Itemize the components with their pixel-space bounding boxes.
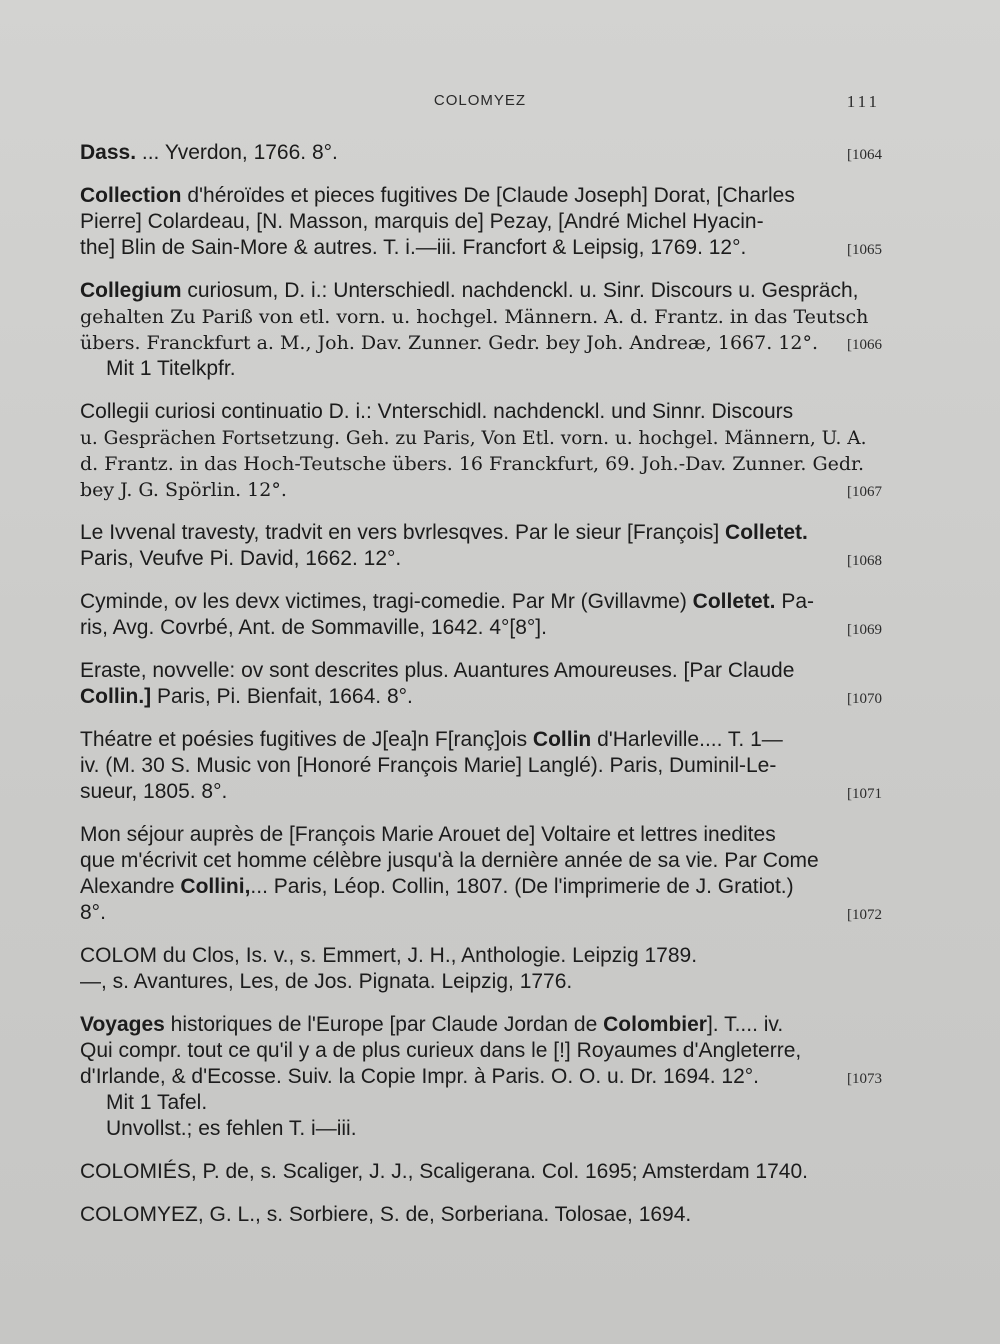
bibliography-entry: [80, 589, 882, 641]
entry-line-text: [80, 278, 858, 304]
entry-number: [1072: [847, 907, 882, 923]
entry-text: Mit 1 Tafel.: [106, 1091, 208, 1114]
entry-line: [80, 399, 882, 425]
entry-line: [80, 1116, 882, 1142]
entry-line-text: [80, 140, 338, 166]
entry-text: 8°.: [80, 901, 106, 924]
entry-heading: Voyages: [80, 1013, 165, 1036]
entry-text: Qui compr. tout ce qu'il y a de plus curieux dans le [!] Royaumes d'Angleterre,: [80, 1039, 802, 1062]
entry-line-text: [80, 1012, 783, 1038]
entry-text: historiques de l'Europe [par Claude Jordan de: [164, 1013, 604, 1036]
bibliography-entry: [80, 399, 882, 503]
bibliography-entry: [80, 727, 882, 805]
entry-line-text: [80, 235, 746, 261]
entry-text: gehalten Zu Pariß von etl. vorn. u. hochgel. Männern. A. d. Frantz. in das Teutsch: [80, 306, 869, 328]
bibliography-entry: [80, 140, 882, 166]
entry-line: [80, 330, 882, 356]
author-name: Colombier: [603, 1013, 707, 1036]
entry-text-tail: ... Paris, Léop. Collin, 1807. (De l'imprimerie de J. Gratiot.): [250, 875, 794, 898]
entry-line-text: [80, 969, 572, 995]
entry-text: Paris, Pi. Bienfait, 1664. 8°.: [151, 685, 413, 708]
entry-line: [80, 1064, 882, 1090]
bibliography-entry: [80, 658, 882, 710]
author-name: Collini,: [180, 875, 251, 898]
entry-text: COLOMYEZ, G. L., s. Sorbiere, S. de, Sorberiana. Tolosae, 1694.: [80, 1203, 692, 1226]
author-name: Colletet.: [725, 521, 808, 544]
entry-text-tail: Pa-: [775, 590, 815, 613]
entry-line: [80, 356, 882, 382]
bibliography-entries: [80, 140, 882, 1245]
entry-line: [80, 140, 882, 166]
entry-line: [80, 779, 882, 805]
entry-text: bey J. G. Spörlin. 12°.: [80, 479, 287, 501]
entry-line: [80, 1038, 882, 1064]
bibliography-entry: [80, 1202, 882, 1228]
entry-line: [80, 451, 882, 477]
entry-line-text: [80, 451, 864, 477]
entry-text: Mon séjour auprès de [François Marie Arouet de] Voltaire et lettres inedites: [80, 823, 776, 846]
entry-text: curiosum, D. i.: Unterschiedl. nachdenckl. u. Sinr. Discours u. Gespräch,: [181, 279, 859, 302]
entry-line: [80, 753, 882, 779]
entry-heading: Dass.: [80, 141, 137, 164]
entry-line-text: [80, 399, 793, 425]
entry-text: übers. Franckfurt a. M., Joh. Dav. Zunner. Gedr. bey Joh. Andreæ, 1667. 12°.: [80, 332, 819, 354]
entry-text: Unvollst.; es fehlen T. i—iii.: [106, 1117, 357, 1140]
entry-line-text: [80, 1202, 691, 1228]
entry-line-text: [80, 658, 794, 684]
entry-text: COLOMIÉS, P. de, s. Scaliger, J. J., Scaligerana. Col. 1695; Amsterdam 1740.: [80, 1160, 808, 1183]
entry-text: Pierre] Colardeau, [N. Masson, marquis de] Pezay, [André Michel Hyacin-: [80, 210, 764, 233]
entry-line: [80, 822, 882, 848]
entry-text: sueur, 1805. 8°.: [80, 780, 228, 803]
entry-line-text: [80, 615, 547, 641]
entry-text: ris, Avg. Covrbé, Ant. de Sommaville, 1642. 4°[8°].: [80, 616, 547, 639]
running-title: COLOMYEZ: [433, 92, 527, 109]
entry-line: [80, 615, 882, 641]
entry-line-text: [80, 1064, 759, 1090]
entry-text: Théatre et poésies fugitives de J[ea]n F[ranç]ois: [80, 728, 533, 751]
entry-line-text: [80, 546, 401, 572]
entry-line-text: [80, 943, 697, 969]
entry-line: [80, 943, 882, 969]
entry-number: [1071: [847, 786, 882, 802]
entry-line-text: [80, 425, 867, 452]
entry-line-text: [80, 589, 814, 615]
entry-line-text: [106, 1090, 207, 1116]
bibliography-entry: [80, 183, 882, 261]
entry-line: [80, 874, 882, 900]
entry-line: [80, 1012, 882, 1038]
entry-line: [80, 848, 882, 874]
entry-line: [80, 520, 882, 546]
entry-line: [80, 1090, 882, 1116]
entry-number: [1066: [847, 337, 882, 353]
bibliography-entry: [80, 822, 882, 926]
entry-line-text: [80, 822, 776, 848]
entry-text: d'Irlande, & d'Ecosse. Suiv. la Copie Impr. à Paris. O. O. u. Dr. 1694. 12°.: [80, 1065, 760, 1088]
entry-line: [80, 900, 882, 926]
entry-line: [80, 477, 882, 503]
entry-line-text: [80, 779, 227, 805]
entry-line-text: [80, 684, 413, 710]
running-head: [80, 92, 880, 116]
entry-text: Alexandre: [80, 875, 181, 898]
entry-number: [1069: [847, 622, 882, 638]
entry-line-text: [80, 1038, 801, 1064]
entry-line: [80, 425, 882, 451]
entry-line: [80, 278, 882, 304]
bibliography-entry: [80, 1012, 882, 1142]
entry-line-text: [80, 900, 106, 926]
entry-number: [1065: [847, 242, 882, 258]
entry-text: u. Gesprächen Fortsetzung. Geh. zu Paris, Von Etl. vorn. u. hochgel. Männern, U. A.: [80, 428, 867, 449]
entry-line-text: [80, 183, 795, 209]
entry-line-text: [80, 477, 287, 503]
entry-text: COLOM du Clos, Is. v., s. Emmert, J. H., Anthologie. Leipzig 1789.: [80, 944, 698, 967]
entry-text: Cyminde, ov les devx victimes, tragi-comedie. Par Mr (Gvillavme): [80, 590, 693, 613]
entry-text: ... Yverdon, 1766. 8°.: [136, 141, 338, 164]
entry-line: [80, 684, 882, 710]
page-number: 111: [846, 92, 880, 111]
entry-line-text: [80, 520, 808, 546]
entry-text: the] Blin de Sain-More & autres. T. i.—iii. Francfort & Leipsig, 1769. 12°.: [80, 236, 747, 259]
entry-line-text: [80, 874, 794, 900]
entry-text: iv. (M. 30 S. Music von [Honoré François Marie] Langlé). Paris, Duminil-Le-: [80, 754, 777, 777]
entry-number: [1073: [847, 1071, 882, 1087]
entry-line-text: [106, 1116, 357, 1142]
entry-text-tail: d'Harleville.... T. 1—: [591, 728, 783, 751]
entry-line-text: [80, 1159, 808, 1185]
entry-text: que m'écrivit cet homme célèbre jusqu'à la dernière année de sa vie. Par Come: [80, 849, 819, 872]
entry-text: Paris, Veufve Pi. David, 1662. 12°.: [80, 547, 402, 570]
entry-line: [80, 304, 882, 330]
entry-line-text: [80, 330, 818, 356]
author-name: Colletet.: [692, 590, 776, 613]
entry-text: Le Ivvenal travesty, tradvit en vers bvrlesqves. Par le sieur [François]: [80, 521, 726, 544]
entry-line: [80, 1202, 882, 1228]
entry-line-text: [106, 356, 236, 382]
entry-line: [80, 727, 882, 753]
entry-line-text: [80, 848, 819, 874]
entry-text: Eraste, novvelle: ov sont descrites plus. Auantures Amoureuses. [Par Claude: [80, 659, 795, 682]
entry-number: [1070: [847, 691, 882, 707]
bibliography-entry: [80, 520, 882, 572]
bibliography-entry: [80, 1159, 882, 1185]
entry-text: —, s. Avantures, Les, de Jos. Pignata. Leipzig, 1776.: [80, 970, 573, 993]
entry-text: d. Frantz. in das Hoch-Teutsche übers. 16 Franckfurt, 69. Joh.-Dav. Zunner. Gedr.: [80, 453, 865, 475]
entry-line-text: [80, 304, 868, 330]
bibliography-entry: [80, 943, 882, 995]
entry-number: [1067: [847, 484, 882, 500]
bibliography-entry: [80, 278, 882, 382]
entry-heading: Collegium: [80, 279, 182, 302]
entry-line: [80, 969, 882, 995]
entry-text-tail: ]. T.... iv.: [706, 1013, 784, 1036]
entry-text: Mit 1 Titelkpfr.: [106, 357, 236, 380]
entry-line: [80, 183, 882, 209]
entry-heading: Collection: [80, 184, 182, 207]
entry-line: [80, 1159, 882, 1185]
entry-text: d'héroïdes et pieces fugitives De [Claude Joseph] Dorat, [Charles: [181, 184, 795, 207]
author-name: Collin: [532, 728, 592, 751]
entry-line: [80, 658, 882, 684]
entry-line: [80, 589, 882, 615]
entry-line: [80, 546, 882, 572]
entry-line-text: [80, 209, 764, 235]
entry-number: [1068: [847, 553, 882, 569]
entry-line-text: [80, 727, 783, 753]
entry-text: Collegii curiosi continuatio D. i.: Vnterschidl. nachdenckl. und Sinnr. Discours: [80, 400, 794, 423]
entry-number: [1064: [847, 147, 882, 163]
entry-line: [80, 209, 882, 235]
entry-line-text: [80, 753, 776, 779]
entry-heading: Collin.]: [80, 685, 152, 708]
entry-line: [80, 235, 882, 261]
